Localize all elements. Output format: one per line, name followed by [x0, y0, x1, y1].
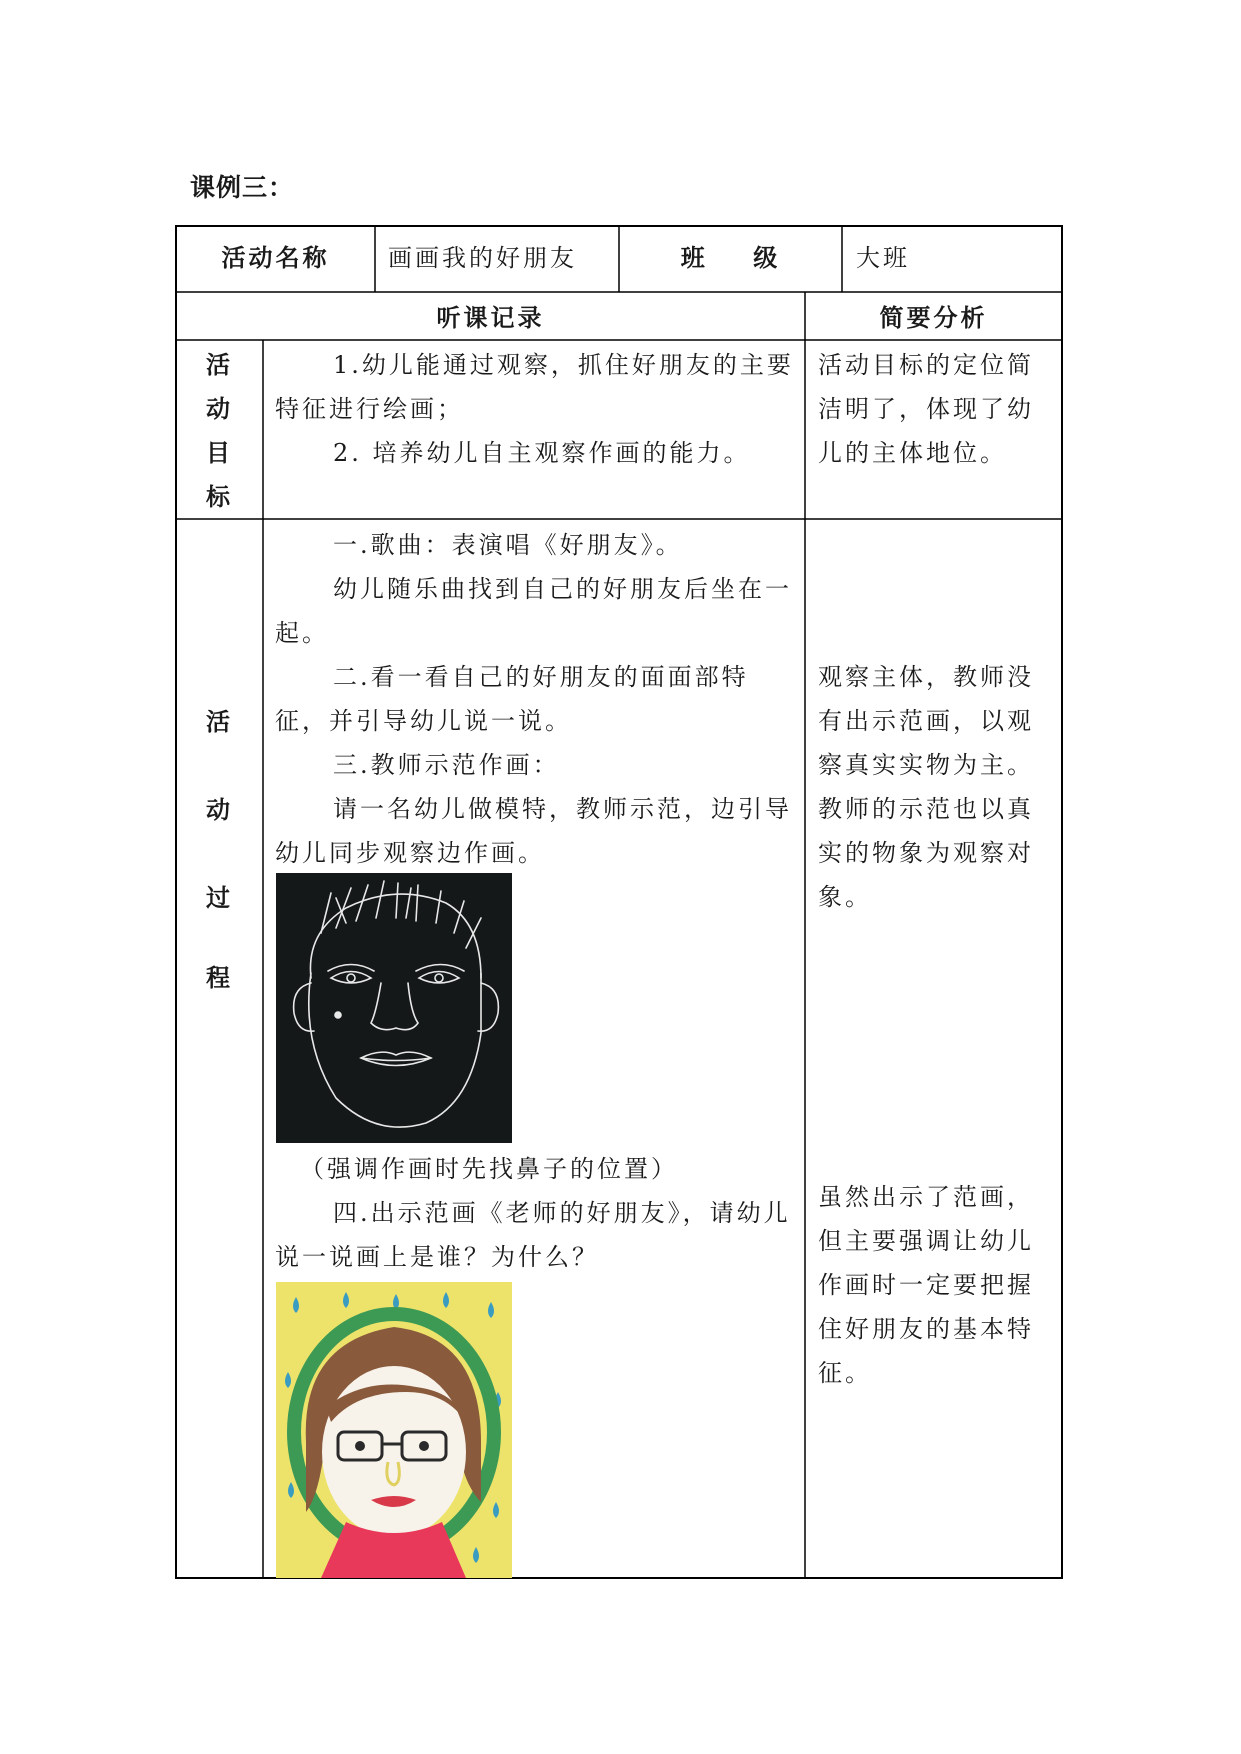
goals-content — [275, 343, 797, 475]
goal-item: 1.幼儿能通过观察，抓住好朋友的主要特征进行绘画； — [275, 351, 794, 423]
goal-item: 2. 培养幼儿自主观察作画的能力。 — [333, 439, 751, 467]
process-step: 请一名幼儿做模特，教师示范，边引导幼儿同步观察边作画。 — [275, 795, 792, 867]
process-analysis-1: 观察主体，教师没有出示范画，以观察真实实物为主。教师的示范也以真实的物象为观察对象。 — [818, 663, 1034, 911]
process-step: 一.歌曲：表演唱《好朋友》。 — [333, 531, 683, 559]
process-step: 二.看一看自己的好朋友的面面部特征，并引导幼儿说一说。 — [275, 663, 749, 735]
process-steps-part1 — [275, 523, 797, 875]
process-step: 幼儿随乐曲找到自己的好朋友后坐在一起。 — [275, 575, 792, 647]
process-analysis-2: 虽然出示了范画，但主要强调让幼儿作画时一定要把握住好朋友的基本特征。 — [818, 1183, 1034, 1387]
process-steps-part2 — [275, 1191, 797, 1279]
process-step: 四.出示范画《老师的好朋友》，请幼儿说一说画上是谁？为什么？ — [275, 1199, 791, 1271]
process-label: 活 动 过 程 — [206, 708, 233, 992]
page-heading: 课例三： — [190, 173, 295, 202]
image1-caption: （强调作画时先找鼻子的位置） — [300, 1155, 678, 1183]
goals-label: 活 动 目 标 — [206, 351, 233, 511]
record-column-header: 听课记录 — [436, 304, 545, 332]
chalkboard-portrait-image — [276, 873, 512, 1143]
class-value: 大班 — [856, 244, 910, 272]
teacher-friend-painting-image — [276, 1282, 512, 1578]
activity-name-value: 画画我的好朋友 — [388, 244, 577, 272]
process-step: 三.教师示范作画： — [333, 751, 560, 779]
class-label: 班 级 — [680, 244, 781, 272]
analysis-column-header: 简要分析 — [879, 304, 988, 332]
activity-name-label: 活动名称 — [221, 244, 330, 272]
goals-analysis: 活动目标的定位简洁明了，体现了幼儿的主体地位。 — [818, 351, 1034, 467]
